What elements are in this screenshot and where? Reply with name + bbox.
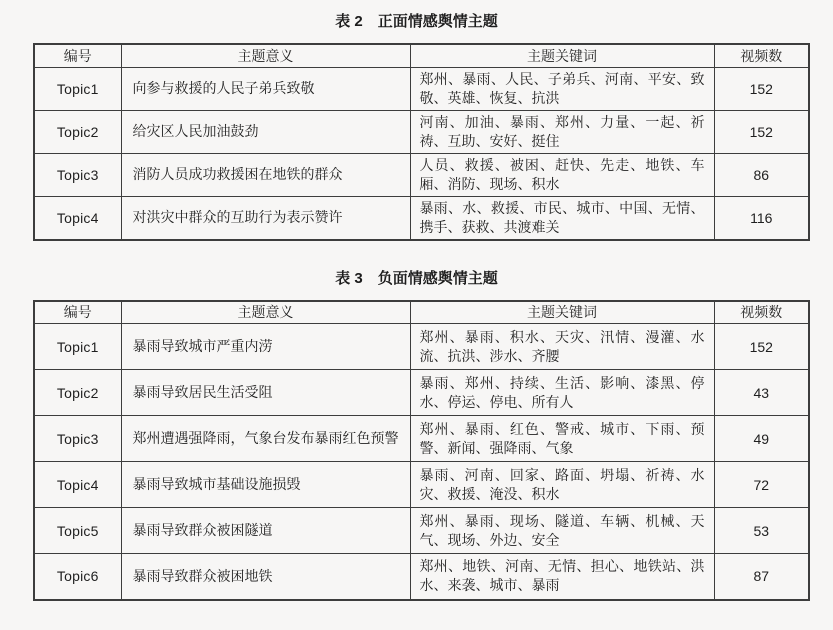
header-row (34, 301, 809, 324)
count-cell: 116 (714, 196, 809, 240)
header-cell-count: 视频数 (714, 301, 809, 324)
topic-id-cell: Topic3 (34, 153, 121, 196)
keywords-cell: 郑州、暴雨、积水、天灾、汛情、漫灌、水流、抗洪、涉水、齐腰 (410, 324, 714, 370)
count-cell: 86 (714, 153, 809, 196)
table2-title-text: 正面情感舆情主题 (377, 13, 498, 30)
header-cell-id: 编号 (34, 44, 121, 67)
keywords-cell: 暴雨、郑州、持续、生活、影响、漆黑、停水、停运、停电、所有人 (410, 370, 714, 416)
keywords-cell: 河南、加油、暴雨、郑州、力量、一起、祈祷、互助、安好、挺住 (410, 110, 714, 153)
table-row (34, 508, 809, 554)
keywords-cell: 郑州、暴雨、红色、警戒、城市、下雨、预警、新闻、强降雨、气象 (410, 416, 714, 462)
count-cell: 87 (714, 554, 809, 600)
topic-id-cell: Topic4 (34, 196, 121, 240)
table3-title-text: 负面情感舆情主题 (377, 269, 498, 287)
meaning-cell: 暴雨导致群众被困隧道 (121, 508, 410, 554)
header-cell-meaning: 主题意义 (121, 44, 410, 67)
table-row (34, 416, 809, 462)
header-cell-count: 视频数 (714, 44, 809, 67)
topic-id-cell: Topic6 (34, 554, 121, 600)
table-row (34, 67, 809, 110)
meaning-cell: 给灾区人民加油鼓劲 (121, 110, 410, 153)
keywords-cell: 暴雨、水、救援、市民、城市、中国、无情、携手、获救、共渡难关 (410, 196, 714, 240)
header-cell-meaning: 主题意义 (121, 301, 410, 324)
positive-topics-section (0, 0, 833, 241)
negative-topics-table (33, 300, 810, 601)
table3-title (0, 241, 833, 300)
keywords-cell: 郑州、暴雨、现场、隧道、车辆、机械、天气、现场、外边、安全 (410, 508, 714, 554)
positive-topics-table (33, 43, 810, 241)
negative-topics-section (0, 241, 833, 601)
keywords-cell: 郑州、地铁、河南、无情、担心、地铁站、洪水、来袭、城市、暴雨 (410, 554, 714, 600)
count-cell: 152 (714, 324, 809, 370)
meaning-cell: 暴雨导致城市基础设施损毁 (121, 462, 410, 508)
header-row (34, 44, 809, 67)
table-row (34, 196, 809, 240)
meaning-cell: 郑州遭遇强降雨，气象台发布暴雨红色预警 (121, 416, 410, 462)
meaning-cell: 向参与救援的人民子弟兵致敬 (121, 67, 410, 110)
table-row (34, 462, 809, 508)
topic-id-cell: Topic1 (34, 67, 121, 110)
table-row (34, 153, 809, 196)
meaning-cell: 对洪灾中群众的互助行为表示赞许 (121, 196, 410, 240)
table-row (34, 324, 809, 370)
topic-id-cell: Topic5 (34, 508, 121, 554)
table-row (34, 554, 809, 600)
table-row (34, 370, 809, 416)
table2-title-label: 表 2 (335, 13, 363, 30)
meaning-cell: 消防人员成功救援困在地铁的群众 (121, 153, 410, 196)
count-cell: 43 (714, 370, 809, 416)
meaning-cell: 暴雨导致城市严重内涝 (121, 324, 410, 370)
count-cell: 152 (714, 67, 809, 110)
topic-id-cell: Topic2 (34, 370, 121, 416)
topic-id-cell: Topic3 (34, 416, 121, 462)
header-cell-keywords: 主题关键词 (410, 301, 714, 324)
count-cell: 152 (714, 110, 809, 153)
table-row (34, 110, 809, 153)
topic-id-cell: Topic2 (34, 110, 121, 153)
header-cell-keywords: 主题关键词 (410, 44, 714, 67)
table3-title-label: 表 3 (335, 269, 363, 287)
count-cell: 53 (714, 508, 809, 554)
topic-id-cell: Topic1 (34, 324, 121, 370)
meaning-cell: 暴雨导致群众被困地铁 (121, 554, 410, 600)
keywords-cell: 暴雨、河南、回家、路面、坍塌、祈祷、水灾、救援、淹没、积水 (410, 462, 714, 508)
table2-title (0, 0, 833, 43)
count-cell: 49 (714, 416, 809, 462)
keywords-cell: 郑州、暴雨、人民、子弟兵、河南、平安、致敬、英雄、恢复、抗洪 (410, 67, 714, 110)
keywords-cell: 人员、救援、被困、赶快、先走、地铁、车厢、消防、现场、积水 (410, 153, 714, 196)
meaning-cell: 暴雨导致居民生活受阻 (121, 370, 410, 416)
count-cell: 72 (714, 462, 809, 508)
header-cell-id: 编号 (34, 301, 121, 324)
topic-id-cell: Topic4 (34, 462, 121, 508)
